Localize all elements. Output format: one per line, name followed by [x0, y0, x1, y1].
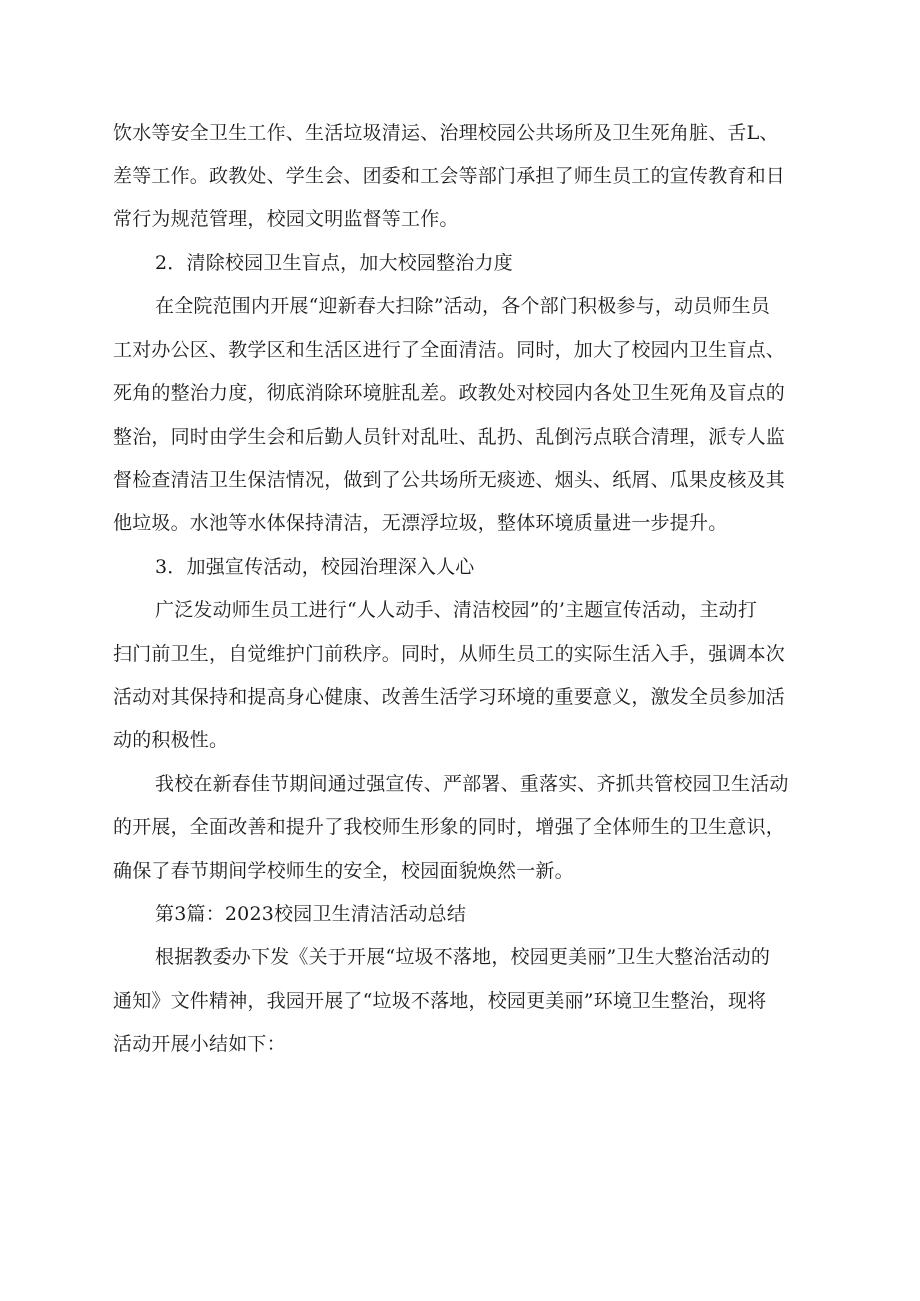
paragraph-line: 我校在新春佳节期间通过强宣传、严部署、重落实、齐抓共管校园卫生活动 — [155, 773, 789, 795]
paragraph-line: 督检查清洁卫生保洁情况，做到了公共场所无痰迹、烟头、纸屑、瓜果皮核及其 — [113, 469, 786, 491]
paragraph-line: 广泛发动师生员工进行“人人动手、清洁校园”的’主题宣传活动，主动打 — [155, 599, 758, 621]
paragraph-line: 动的积极性。 — [113, 729, 229, 751]
paragraph-line: 确保了春节期间学校师生的安全，校园面貌焕然一新。 — [113, 860, 574, 882]
paragraph-line: 在全院范围内开展“迎新春大扫除”活动，各个部门积极参与，动员师生员 — [155, 295, 771, 317]
paragraph-line: 他垃圾。水池等水体保持清洁，无漂浮垃圾，整体环境质量进一步提升。 — [113, 512, 728, 534]
paragraph-line: 活动对其保持和提高身心健康、改善生活学习环境的重要意义，激发全员参加活 — [113, 686, 786, 708]
paragraph-line: 饮水等安全卫生工作、生活垃圾清运、治理校园公共场所及卫生死角脏、舌L、 — [113, 122, 779, 144]
section-heading: 2．清除校园卫生盲点，加大校园整治力度 — [155, 252, 513, 274]
paragraph-line: 工对办公区、教学区和生活区进行了全面清洁。同时，加大了校园内卫生盲点、 — [113, 339, 786, 361]
section-heading: 3．加强宣传活动，校园治理深入人心 — [155, 556, 475, 578]
paragraph-line: 扫门前卫生，自觉维护门前秩序。同时，从师生员工的实际生活入手，强调本次 — [113, 643, 786, 665]
paragraph-line: 死角的整治力度，彻底消除环境脏乱差。政教处对校园内各处卫生死角及盲点的 — [113, 382, 786, 404]
article-heading: 第3篇：2023校园卫生清洁活动总结 — [155, 903, 467, 925]
paragraph-line: 常行为规范管理，校园文明监督等工作。 — [113, 208, 459, 230]
paragraph-line: 差等工作。政教处、学生会、团委和工会等部门承担了师生员工的宣传教育和日 — [113, 165, 786, 187]
paragraph-line: 整治，同时由学生会和后勤人员针对乱吐、乱扔、乱倒污点联合清理，派专人监 — [113, 426, 786, 448]
paragraph-line: 的开展，全面改善和提升了我校师生形象的同时，增强了全体师生的卫生意识， — [113, 816, 786, 838]
paragraph-line: 根据教委办下发《关于开展“垃圾不落地，校园更美丽”卫生大整治活动的 — [155, 946, 771, 968]
paragraph-line: 活动开展小结如下： — [113, 1033, 286, 1055]
paragraph-line: 通知》文件精神，我园开展了“垃圾不落地，校园更美丽”环境卫生整治，现将 — [113, 990, 767, 1012]
